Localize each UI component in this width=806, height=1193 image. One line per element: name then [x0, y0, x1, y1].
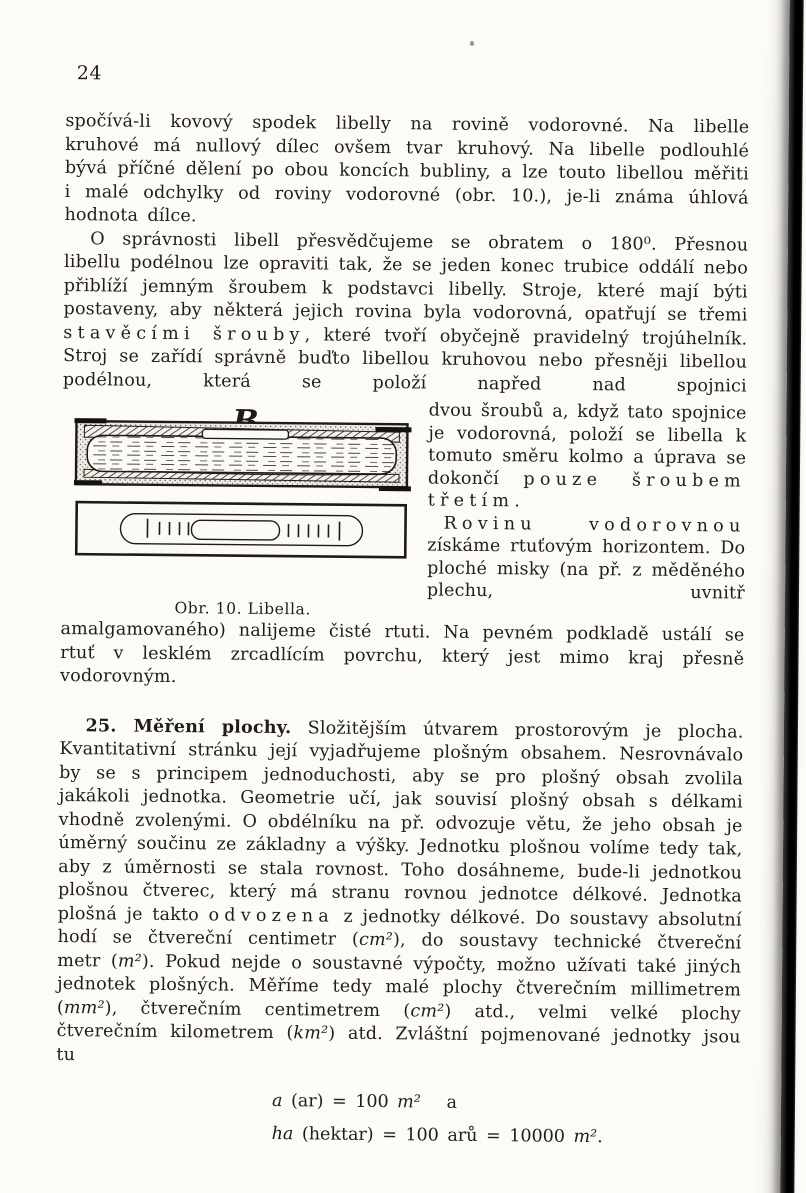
page-number: 24: [76, 62, 103, 85]
wrapped-text-column: [427, 399, 747, 605]
paragraph-spravnost-continued: dvou šroubů a, když tato spojnice je vodorovná, položí se libella k tomuto směru kolmo a úprava se dokončí pouze šroubem třetím.: [427, 400, 747, 512]
level-cross-section-drawing: [74, 403, 412, 491]
unit-formulas: [56, 1083, 741, 1156]
scan-speck: [470, 41, 474, 46]
formula-ar: a (ar) = 100 m² a: [271, 1091, 458, 1113]
figure-text-wrap-row: [61, 396, 747, 623]
paragraph-rovina-vodorovna: Rovinu vodorovnou získáme rtuťovým horizontem. Do ploché misky (na př. z měděného plechu, uvnitř: [426, 513, 746, 604]
spirit-level-illustration: [73, 403, 415, 592]
paragraph-mereni-plochy: 25. Měření plochy. Složitějším útvarem prostorovým je plocha. Kvantitativní stránku její vyjadřujeme plošným obsahem. Nesrovnávalo by se s principem jednoduchosti, aby se pro plošný obsah zvolila jakákoli jednotka. Geometrie učí, jak souvisí plošný obsah s délkami vhodně zvolenými. O obdélníku na př. odvozuje větu, že jeho obsah je úměrný součinu ze základny a výšky. Jednotku plošnou volíme tedy tak, aby z úměrnosti se stala rovnost. Toho dosáhneme, bude-li jednotkou plošnou čtverec, který má stranu rovnou jednotce délkové. Jednotka plošná je takto odvozena z jednotky délkové. Do soustavy absolutní hodí se čtvereční centimetr (cm²), do soustavy technické čtvereční metr (m²). Pokud nejde o soustavné výpočty, možno užívati také jiných jednotek plošných. Měříme tedy malé plochy čtverečním millimetrem (mm²), čtverečním centimetrem (cm²) atd., velmi velké plochy čtverečním kilometrem (km²) atd. Zvláštní pojmenované jednotky jsou tu: [56, 715, 744, 1065]
level-top-view-drawing: [76, 502, 405, 557]
formula-hektar: ha (hektar) = 100 arů = 10000 m².: [271, 1124, 603, 1148]
figure-caption: Obr. 10. Libella.: [174, 599, 312, 619]
paragraph-libelle: spočívá-li kovový spodek libelly na rovině vodorovné. Na libelle kruhové má nullový dílec ovšem tvar kruhový. Na libelle podlouhlé bývá příčné dělení po obou koncích bubliny, a lze touto libellou měřiti i malé odchylky od roviny vodorovné (obr. 10.), je-li známa úhlová hodnota dílce.: [64, 110, 750, 227]
spirit-level-drawing: [73, 403, 415, 588]
paragraph-rovina-continued: amalgamovaného) nalijeme čisté rtuti. Na pevném podkladě ustálí se rtuť v lesklém zrcadlícím povrchu, který jest mimo kraj přesně vodorovným.: [59, 618, 745, 688]
paragraph-spravnost-libell: O správnosti libell přesvědčujeme se obratem o 180⁰. Přesnou libellu podélnou lze opraviti tak, že se jeden konec trubice oddálí nebo přiblíží jemným šroubem k podstavci libelly. Stroje, které mají býti postaveny, aby některá jejich rovina byla vodorovná, opatřují se třemi stavěcími šrouby, které tvoří obyčejně pravidelný trojúhelník. Stroj se zařídí správně buďto libellou kruhovou nebo přesněji libellou podélnou, která se položí napřed nad spojnici: [62, 228, 749, 397]
scan-edge-shadow: [780, 0, 804, 1193]
page-content: [56, 58, 750, 1156]
figure-obr-10: [61, 396, 429, 620]
